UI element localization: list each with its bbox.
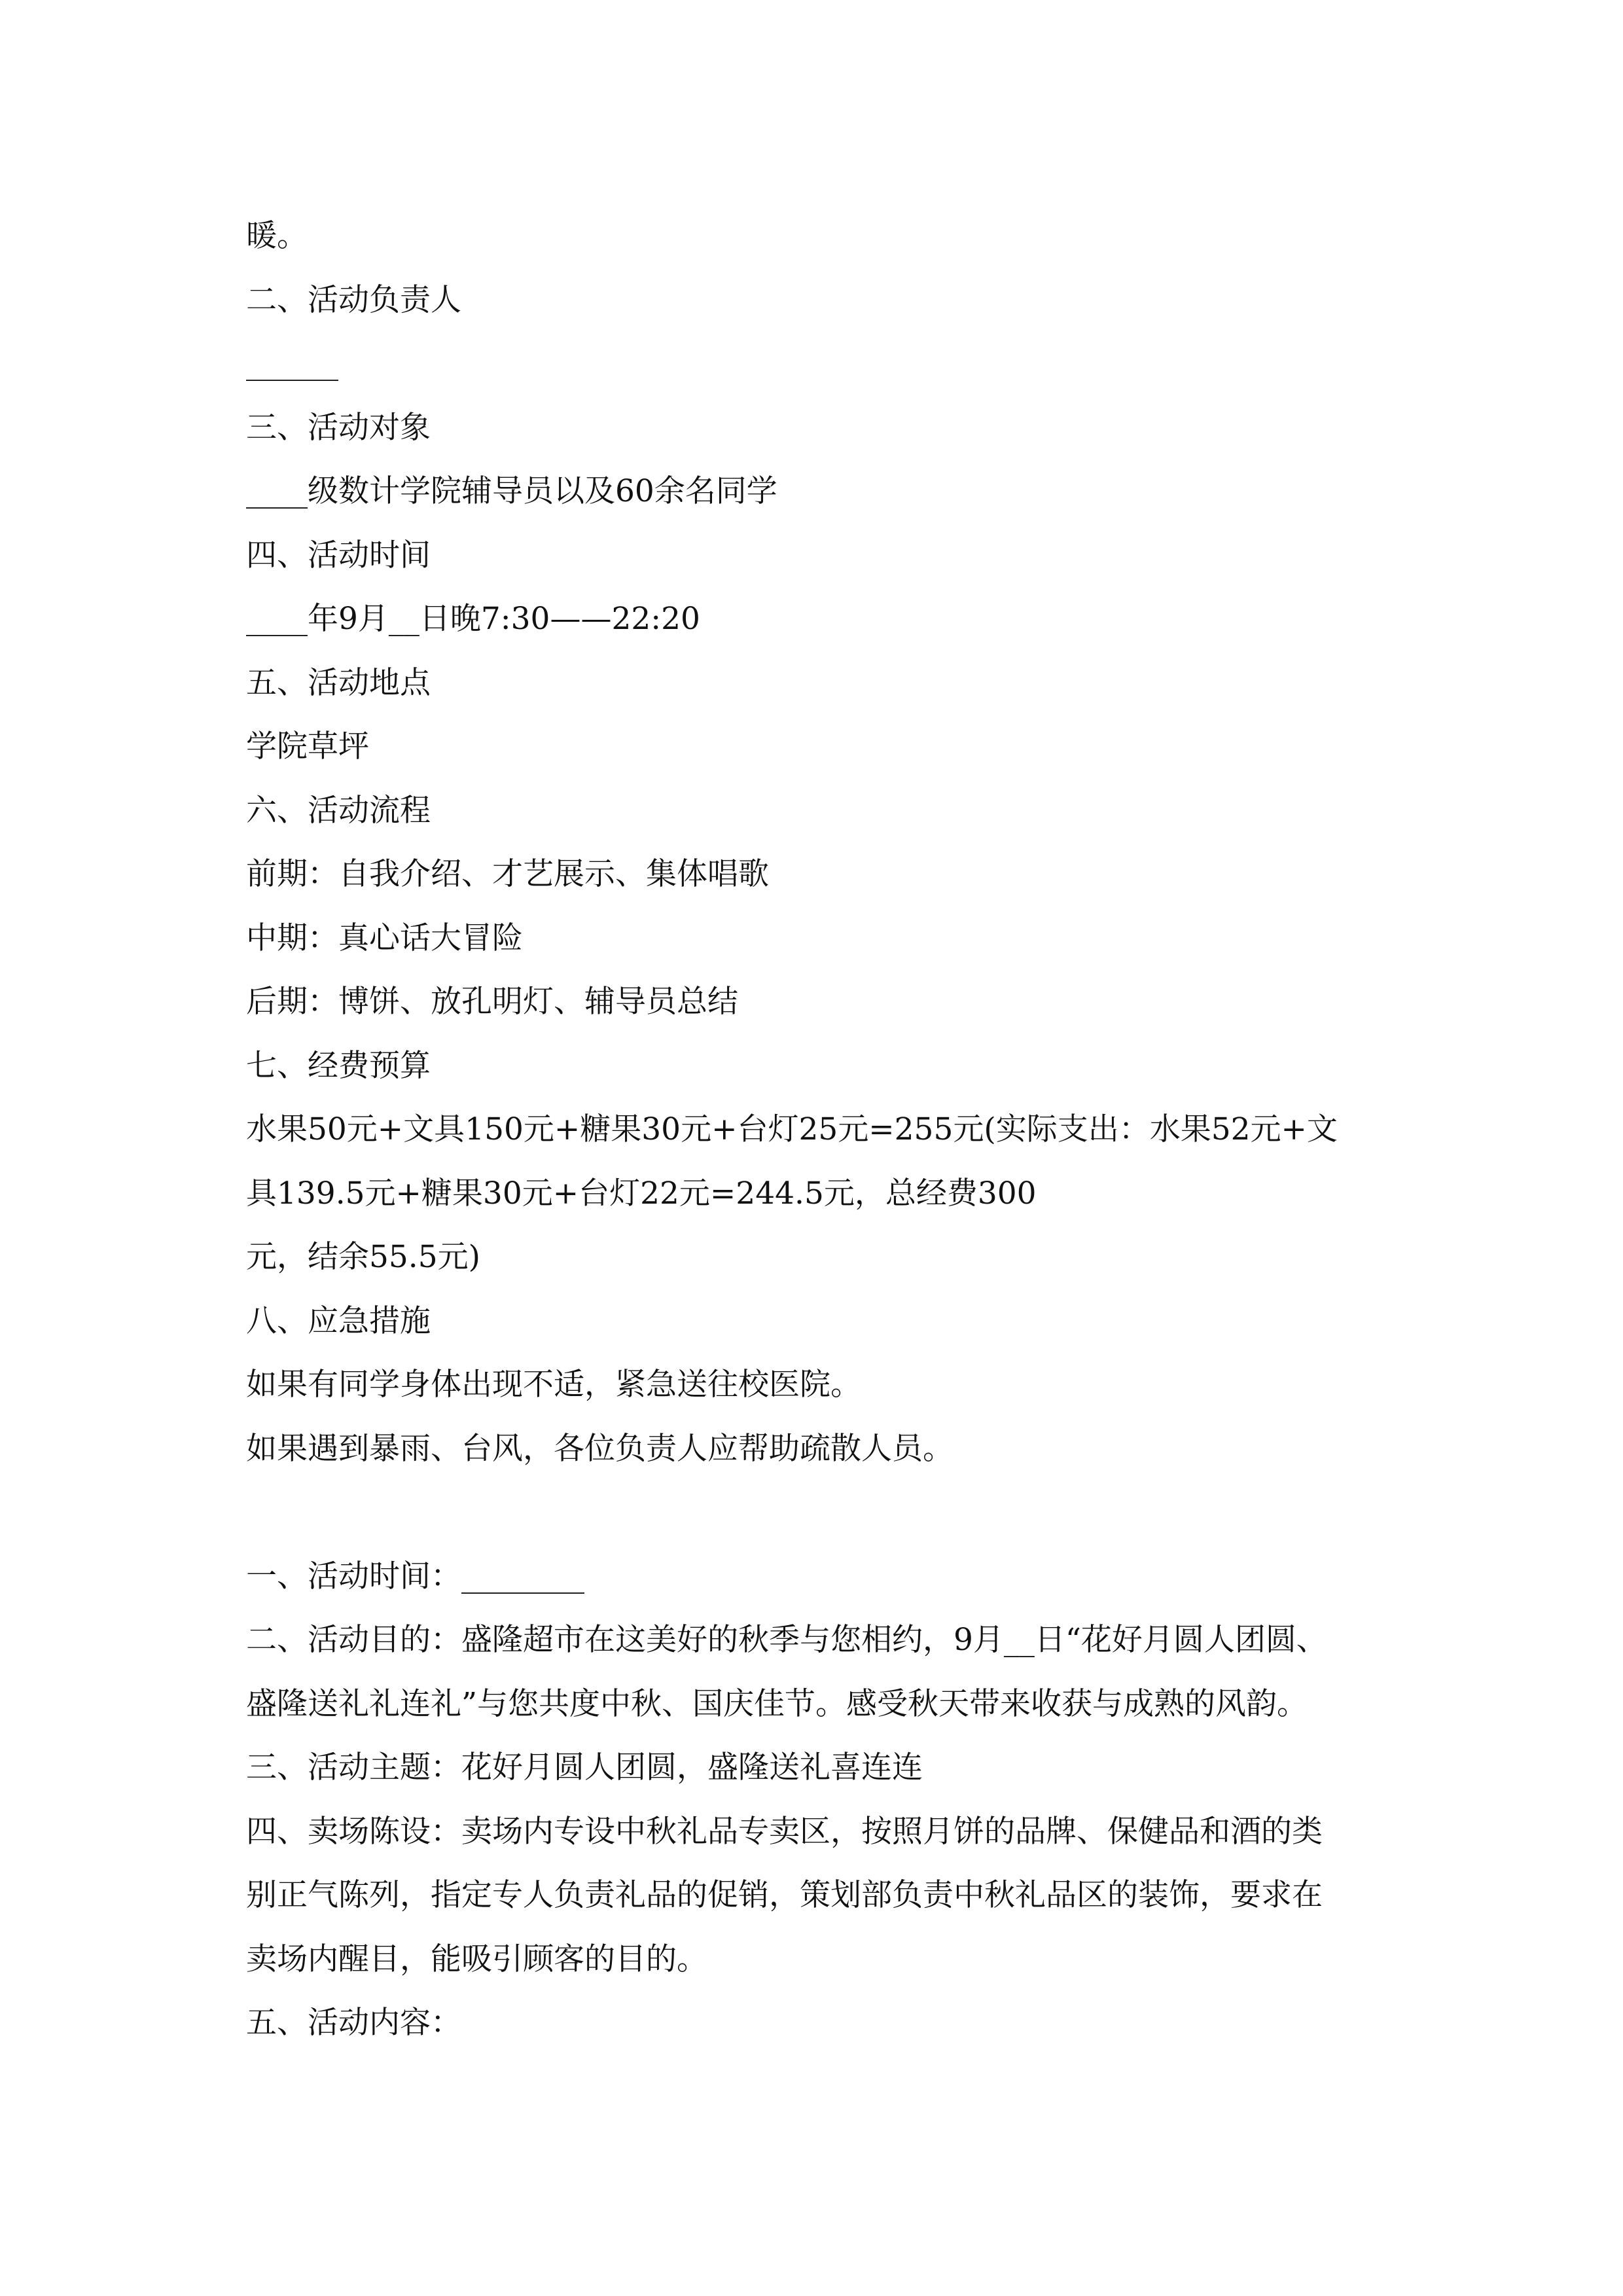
text-line: 具139.5元+糖果30元+台灯22元=244.5元，总经费300 (246, 1175, 1037, 1211)
document-body (246, 204, 1398, 2055)
text-line: ____年9月__日晚7:30——22:20 (246, 601, 700, 637)
text-line: 水果50元+文具150元+糖果30元+台灯25元=255元(实际支出：水果52元+文 (246, 1111, 1338, 1147)
section-heading: 三、活动对象 (246, 409, 431, 446)
section-heading: 七、经费预算 (246, 1047, 431, 1084)
section-heading: 六、活动流程 (246, 792, 431, 829)
section-heading: 五、活动地点 (246, 664, 431, 701)
text-line: 二、活动目的：盛隆超市在这美好的秋季与您相约，9月__日“花好月圆人团圆、 (246, 1622, 1327, 1658)
text-line: ____级数计学院辅导员以及60余名同学 (246, 473, 777, 509)
text-line: 后期：博饼、放孔明灯、辅导员总结 (246, 984, 738, 1020)
section-heading: 一、活动时间：________ (246, 1558, 584, 1594)
blank-underline: ______ (246, 346, 338, 382)
section-heading: 八、应急措施 (246, 1302, 431, 1339)
text-line: 中期：真心话大冒险 (246, 920, 523, 956)
section-heading: 五、活动内容： (246, 2005, 461, 2041)
text-line: 学院草坪 (246, 728, 369, 764)
section-heading: 二、活动负责人 (246, 281, 461, 318)
text-line: 卖场内醒目，能吸引顾客的目的。 (246, 1941, 707, 1977)
text-line: 如果有同学身体出现不适，紧急送往校医院。 (246, 1367, 861, 1403)
text-line: 盛隆送礼礼连礼”与您共度中秋、国庆佳节。感受秋天带来收获与成熟的风韵。 (246, 1685, 1308, 1722)
text-line: 如果遇到暴雨、台风，各位负责人应帮助疏散人员。 (246, 1430, 954, 1467)
text-line: 三、活动主题：花好月圆人团圆，盛隆送礼喜连连 (246, 1749, 923, 1785)
text-line: 前期：自我介绍、才艺展示、集体唱歌 (246, 856, 769, 892)
section-spacer (246, 1480, 1398, 1545)
section-heading: 四、活动时间 (246, 537, 431, 573)
text-line: 别正气陈列，指定专人负责礼品的促销，策划部负责中秋礼品区的装饰，要求在 (246, 1877, 1323, 1913)
text-line: 元，结余55.5元) (246, 1239, 480, 1275)
text-line: 四、卖场陈设：卖场内专设中秋礼品专卖区，按照月饼的品牌、保健品和酒的类 (246, 1813, 1323, 1850)
text-line: 暖。 (246, 218, 308, 254)
